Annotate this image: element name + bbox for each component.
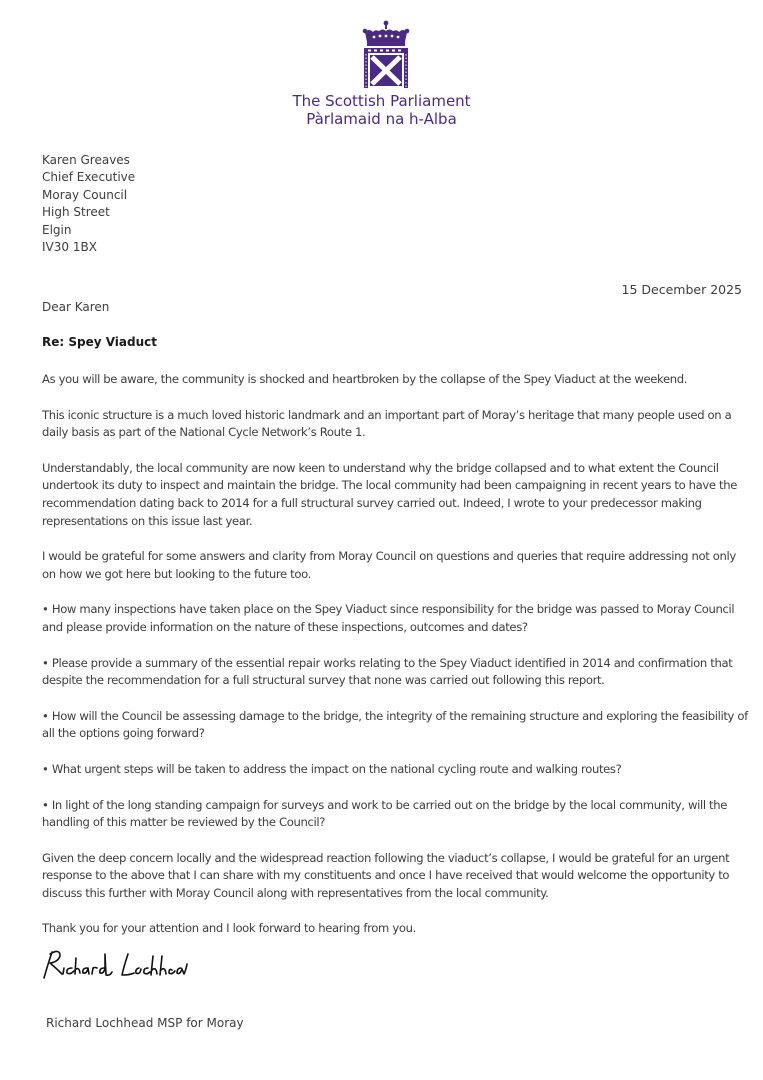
question-cycling-routes: • What urgent steps will be taken to address the impact on the national cycling route and walking routes? <box>42 761 622 776</box>
parliament-name-gaelic: Pàrlamaid na h-Alba <box>306 110 457 128</box>
handwritten-signature-icon <box>38 946 188 986</box>
paragraph-closing-request: Given the deep concern locally and the widespread reaction following the viaduct’s collapse, I would be grateful for an urgent response to the above that I can share with my constituents and once I have received that would welcome the opportunity to discuss this further with Moray Council along with representatives from the local community. <box>42 850 730 900</box>
salutation: Dear Karen <box>42 300 110 314</box>
paragraph-thanks: Thank you for your attention and I look forward to hearing from you. <box>42 921 416 936</box>
subject-line: Re: Spey Viaduct <box>42 335 157 349</box>
paragraph-intro: As you will be aware, the community is shocked and heartbroken by the collapse of the Spey Viaduct at the weekend. <box>42 372 688 386</box>
question-review: • In light of the long standing campaign for surveys and work to be carried out on the bridge by the local community, will the handling of this matter be reviewed by the Council? <box>42 797 728 830</box>
question-damage-assessment: • How will the Council be assessing damage to the bridge, the integrity of the remaining structure and exploring the feasibility of all the options going forward? <box>42 708 748 741</box>
recipient-address <box>42 152 135 256</box>
recipient-name: Karen Greaves <box>42 153 130 167</box>
recipient-street: High Street <box>42 205 110 220</box>
paragraph-request: I would be grateful for some answers and clarity from Moray Council on questions and queries that require addressing not only on how we got here but looking to the future too. <box>42 549 736 581</box>
recipient-organisation: Moray Council <box>42 187 128 202</box>
scottish-parliament-crest-icon <box>361 20 411 88</box>
parliament-name-english: The Scottish Parliament <box>292 92 471 110</box>
recipient-title: Chief Executive <box>42 170 136 185</box>
letter-body <box>42 371 748 956</box>
recipient-postcode: IV30 1BX <box>42 240 97 255</box>
paragraph-heritage: This iconic structure is a much loved historic landmark and an important part of Moray’s heritage that many people used on a daily basis as part of the National Cycle Network’s Route 1. <box>42 407 732 440</box>
recipient-town: Elgin <box>42 222 72 237</box>
question-repair-works: • Please provide a summary of the essential repair works relating to the Spey Viaduct identified in 2014 and confirmation that despite the recommendation for a full structural survey that none was carried out following this report. <box>42 655 733 688</box>
question-inspections: • How many inspections have taken place on the Spey Viaduct since responsibility for the bridge was passed to Moray Council and please provide information on the nature of these inspections, outcomes and dates? <box>42 602 735 634</box>
letter-date: 15 December 2025 <box>621 282 742 297</box>
paragraph-community-concern: Understandably, the local community are now keen to understand why the bridge collapsed and to what extent the Council undertook its duty to inspect and maintain the bridge. The local community had been campaigning in recent years to have the recommendation dating back to 2014 for a full structural survey carried out. Indeed, I wrote to your predecessor making representations on this issue last year. <box>42 460 738 528</box>
signoff-name: Richard Lochhead MSP for Moray <box>46 1016 244 1030</box>
